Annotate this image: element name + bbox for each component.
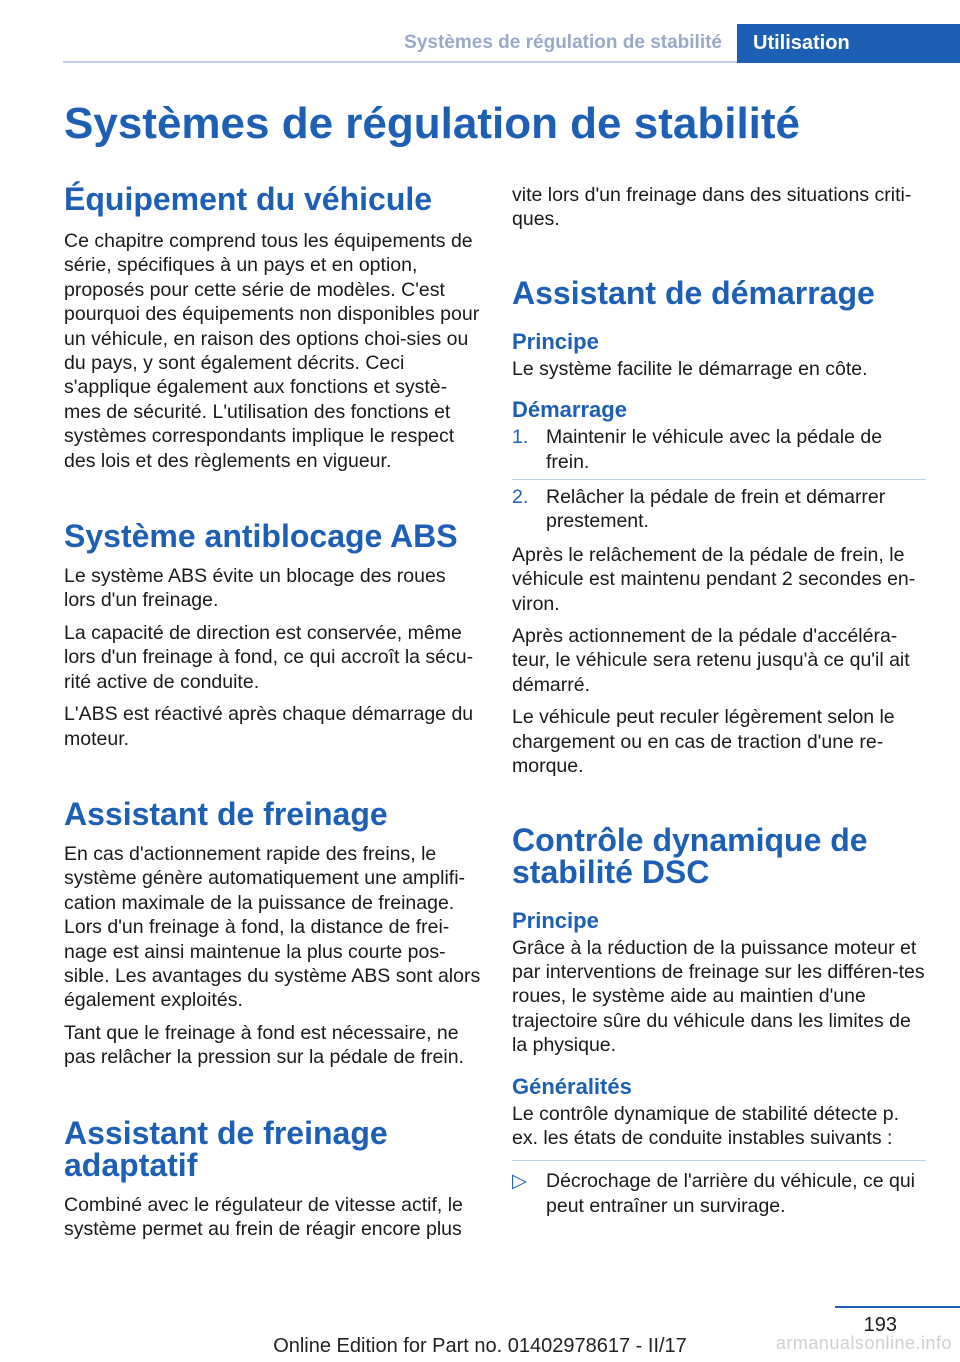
- section-title-abs: Système antiblocage ABS: [64, 518, 458, 555]
- paragraph-freinage-2: Tant que le freinage à fond est nécessaire, ne pas relâcher la pression sur la pédale de frein.: [64, 1021, 464, 1069]
- page-number: 193: [863, 1314, 897, 1336]
- step-number: 1.: [512, 426, 529, 449]
- section-title-dsc: Contrôle dynamique de stabilité DSC: [512, 821, 868, 890]
- page-title: Systèmes de régulation de stabilité: [64, 99, 801, 148]
- paragraph-abs-2: La capacité de direction est conservée, même lors d'un freinage à fond, ce qui accroît la sécu-rité active de conduite.: [64, 621, 474, 693]
- section-title-assistant-freinage: Assistant de freinage: [64, 795, 388, 832]
- step-text: Relâcher la pédale de frein et démarrer prestement.: [546, 486, 886, 533]
- list-divider: [512, 1160, 926, 1161]
- paragraph-principe-2: Grâce à la réduction de la puissance moteur et par interventions de freinage sur les différen-tes roues, le système aide au maintien d'une trajectoire sûre du véhicule dans les limites de la physique.: [512, 936, 925, 1057]
- list-item: [512, 485, 926, 534]
- section-title-freinage-adaptatif: Assistant de freinage adaptatif: [64, 1114, 388, 1183]
- paragraph-freinage-1: En cas d'actionnement rapide des freins, le système génère automatiquement une amplifi-cation maximale de la puissance de freinage. Lors d'un freinage à fond, la distance de frei-nage est ainsi maintenue la plus courte pos-sible. Les avantages du système ABS sont alors également exploités.: [64, 842, 481, 1012]
- paragraph-equipement: Ce chapitre comprend tous les équipements de série, spécifiques à un pays et en option, proposés pour cette série de modèles. C'est pourquoi des équipements non disponibles pour un véhicule, en raison des options choi-sies ou du pays, y sont également décrits. Ceci s'applique également aux fonctions et systè-mes de sécurité. L'utilisation des fonctions et systèmes correspondants implique le respect des lois et des règlements en vigueur.: [64, 230, 480, 472]
- paragraph-abs-3: L'ABS est réactivé après chaque démarrage du moteur.: [64, 703, 474, 750]
- footer-edition: Online Edition for Part no. 01402978617 - II/17: [273, 1335, 687, 1357]
- paragraph-continued: vite lors d'un freinage dans des situations criti-ques.: [512, 184, 912, 231]
- paragraph-demarrage-2: Après actionnement de la pédale d'accéléra-teur, le véhicule sera retenu jusqu'à ce qu'il ait démarré.: [512, 625, 910, 696]
- paragraph-demarrage-1: Après le relâchement de la pédale de frein, le véhicule est maintenu pendant 2 secondes en-viron.: [512, 543, 916, 615]
- bullet-text: Décrochage de l'arrière du véhicule, ce qui peut entraîner un survirage.: [546, 1170, 916, 1217]
- paragraph-generalites: Le contrôle dynamique de stabilité détecte p. ex. les états de conduite instables suivants :: [512, 1102, 900, 1149]
- subheading-principe-2: Principe: [512, 907, 599, 933]
- left-column: [64, 183, 482, 1241]
- paragraph-principe-1: Le système facilite le démarrage en côte.: [512, 357, 868, 380]
- triangle-bullet-icon: ▷: [512, 1170, 527, 1193]
- paragraph-demarrage-3: Le véhicule peut reculer légèrement selon le chargement ou en cas de traction d'une re-morque.: [512, 706, 895, 778]
- bullet-item: [512, 1169, 926, 1218]
- paragraph-abs-1: Le système ABS évite un blocage des roues lors d'un freinage.: [64, 565, 446, 612]
- footer-accent-line: [835, 1306, 960, 1308]
- subheading-generalites: Généralités: [512, 1073, 632, 1099]
- subheading-principe-1: Principe: [512, 328, 599, 354]
- list-divider: [512, 479, 926, 480]
- paragraph-adaptatif-1: Combiné avec le régulateur de vitesse actif, le système permet au frein de réagir encore plus: [64, 1193, 463, 1240]
- footer-watermark: armanualsonline.info: [775, 1333, 952, 1353]
- step-number: 2.: [512, 486, 529, 509]
- right-column: [512, 183, 926, 1218]
- section-title-equipement: Équipement du véhicule: [64, 181, 433, 217]
- header-divider: [63, 61, 737, 63]
- section-title-assistant-demarrage: Assistant de démarrage: [512, 274, 875, 311]
- subheading-demarrage: Démarrage: [512, 397, 627, 423]
- list-item: [512, 425, 926, 474]
- header-section-title: Systèmes de régulation de stabilité: [404, 32, 722, 53]
- steps-list: [512, 425, 926, 534]
- step-text: Maintenir le véhicule avec la pédale de frein.: [546, 426, 883, 473]
- header-tab-utilisation: Utilisation: [737, 24, 960, 63]
